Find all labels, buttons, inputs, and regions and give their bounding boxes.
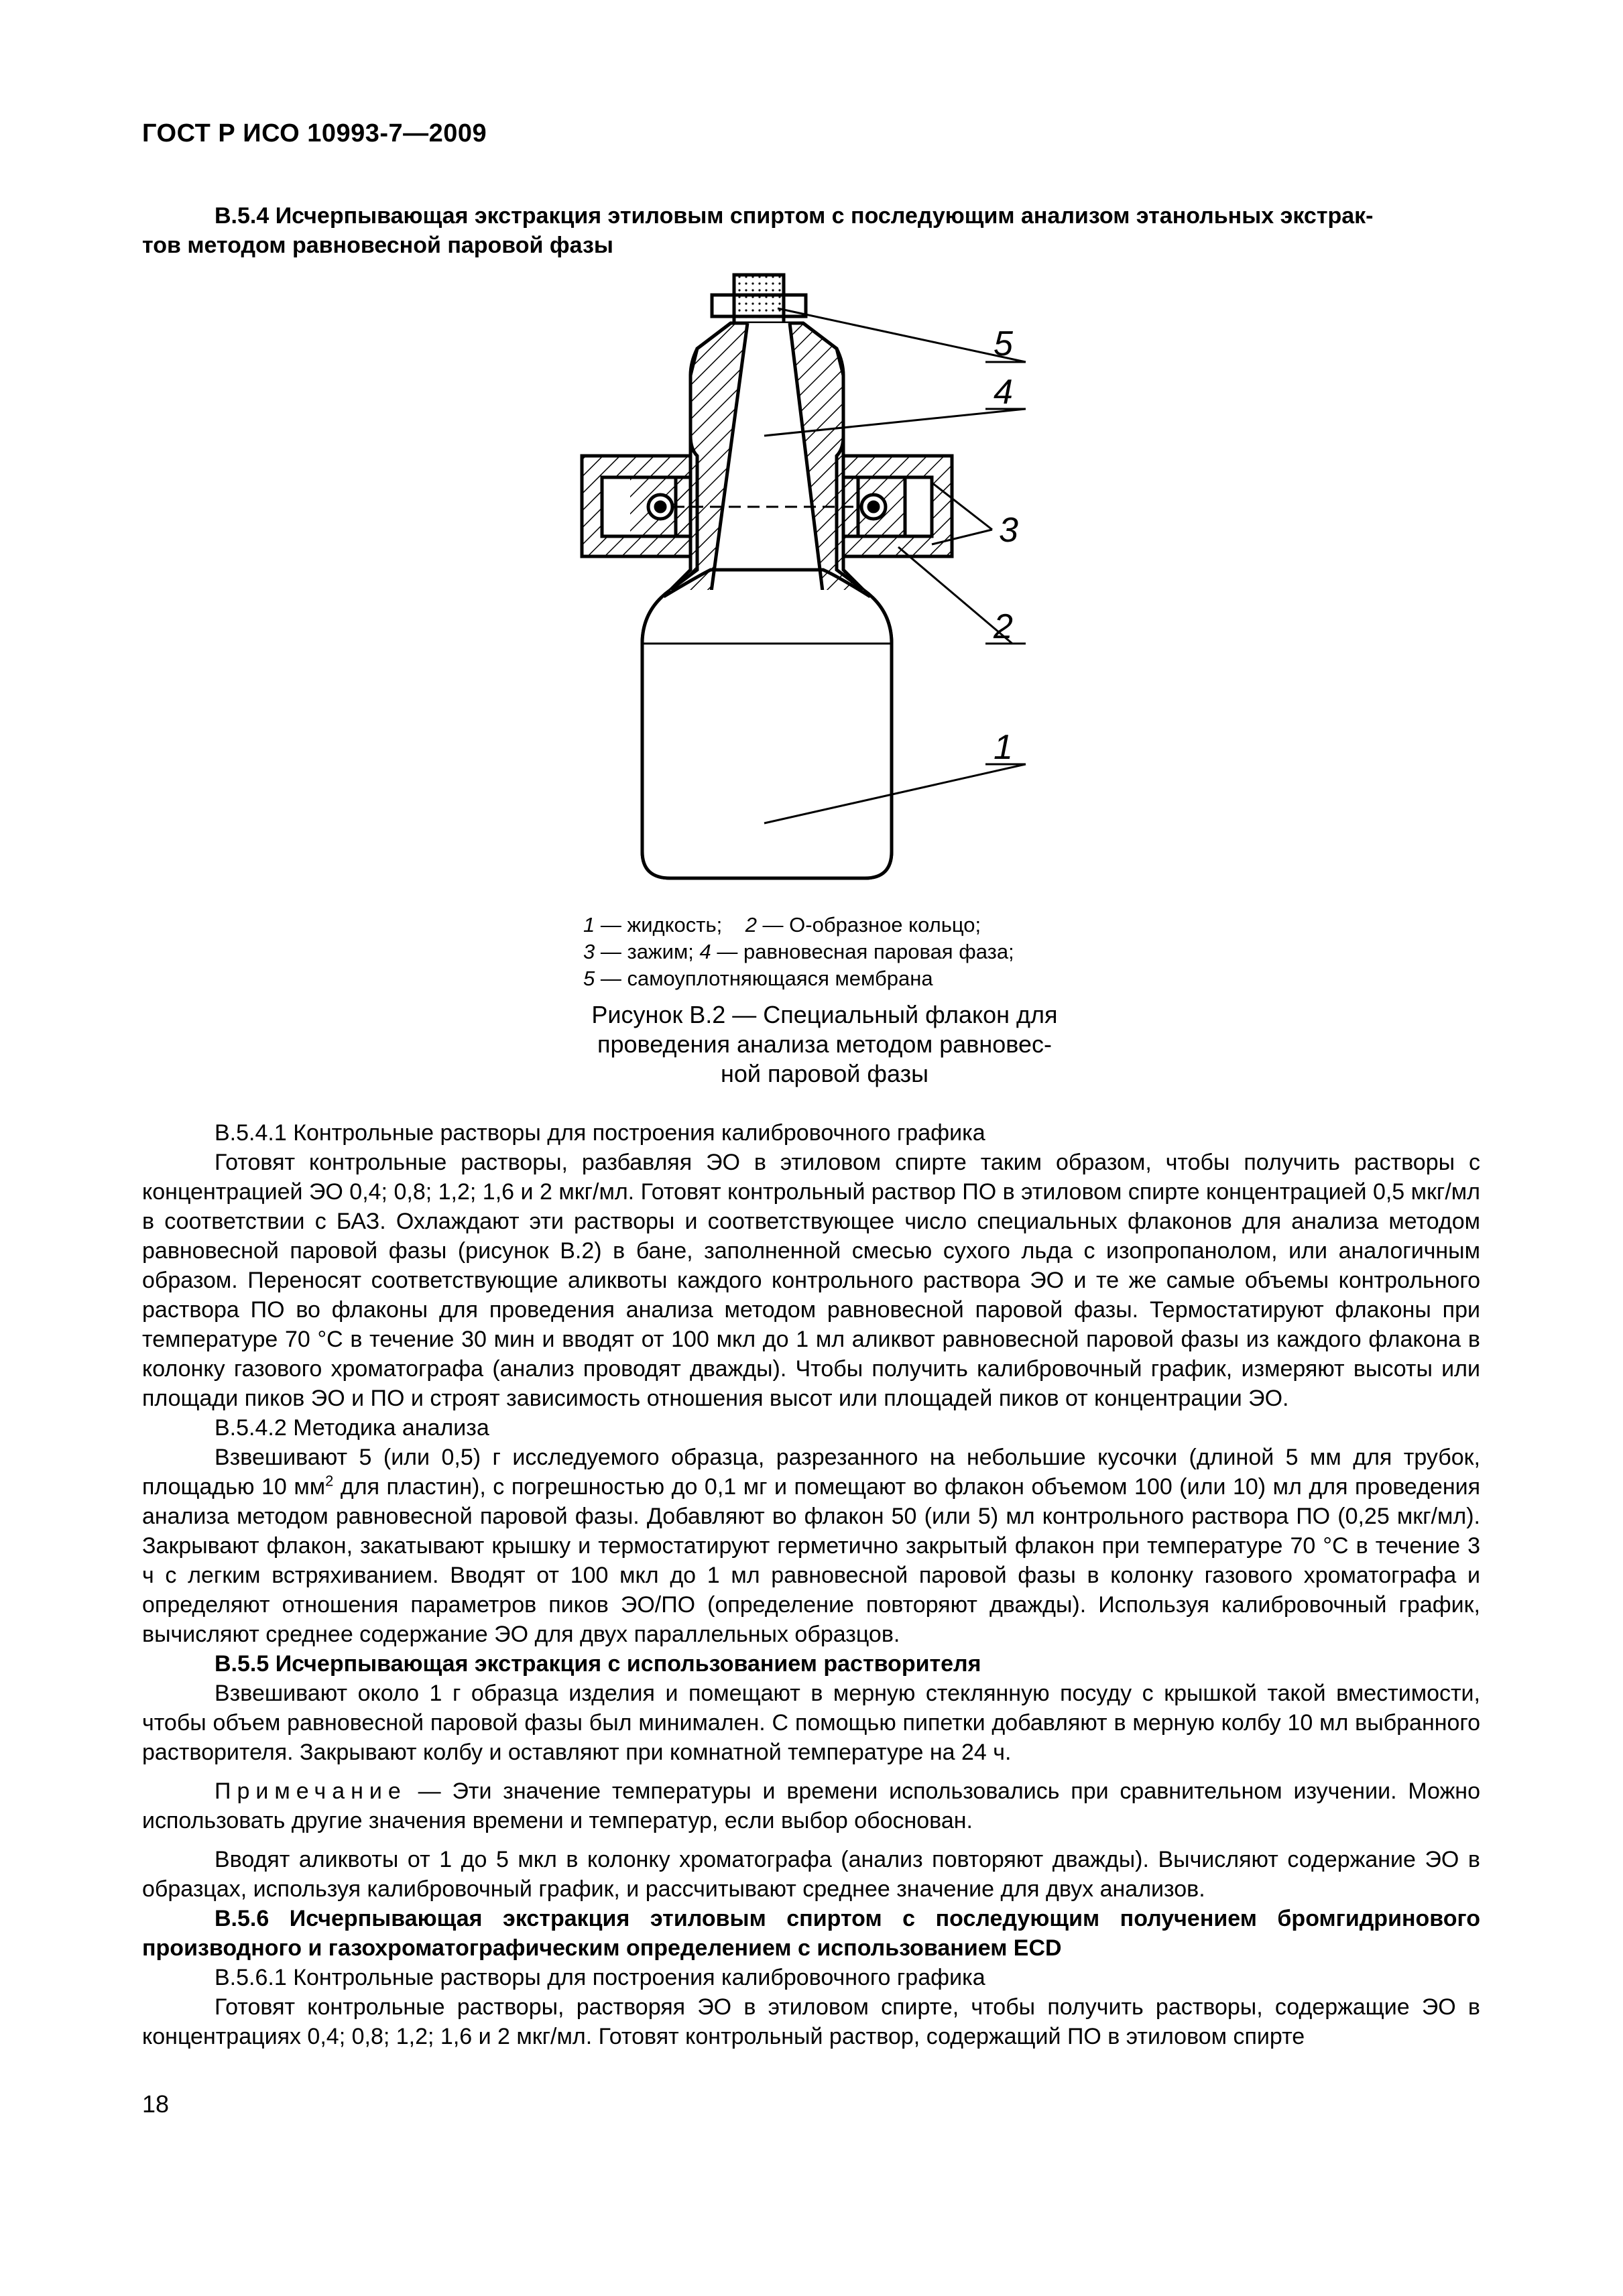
legend-num-5: 5: [583, 967, 595, 990]
b542-paragraph: [142, 1443, 1480, 1649]
legend-num-2: 2: [745, 913, 757, 936]
vial-body: [642, 590, 892, 878]
figure-caption: [577, 1000, 1073, 1089]
callout-1: 1: [994, 728, 1013, 767]
septum-membrane: [734, 275, 784, 323]
note-text: — Эти значение температуры и времени использовались при сравнительном изучении. Можно использовать другие значения времени и температур, если выбор обоснован.: [142, 1778, 1480, 1833]
caption-line-2: проведения анализа методом равновес-: [597, 1030, 1053, 1058]
legend-num-3: 3: [583, 940, 595, 963]
b542-superscript: 2: [325, 1472, 334, 1490]
o-ring-left-core: [656, 502, 665, 511]
b542-text-a: Взвешивают 5 (или 0,5) г исследуемого образца, разрезанного на небольшие кусочки (длиной 5 мм для трубок, площадью 10 мм: [142, 1445, 1480, 1500]
section-b54-title-line1: В.5.4 Исчерпывающая экстракция этиловым спиртом с последующим анализом этанольных экстрак-: [215, 203, 1374, 229]
b541-heading: В.5.4.1 Контрольные растворы для построения калибровочного графика: [215, 1120, 985, 1146]
callout-2: 2: [994, 607, 1013, 646]
note: [142, 1776, 1480, 1835]
callout-3: 3: [999, 511, 1018, 550]
b561-paragraph: Готовят контрольные растворы, растворяя ЭО в этиловом спирте, чтобы получить растворы, содержащие ЭО в концентрациях 0,4; 0,8; 1,2; 1,6 и 2 мкг/мл. Готовят контрольный раствор, содержащий ПО в этиловом спирте: [142, 1994, 1480, 2049]
caption-line-3: ной паровой фазы: [720, 1060, 929, 1087]
b55-title: В.5.5 Исчерпывающая экстракция с использованием растворителя: [215, 1651, 981, 1677]
o-ring-right-core: [869, 502, 878, 511]
b56-title: В.5.6 Исчерпывающая экстракция этиловым спиртом с последующим получением бромгидринового производного и газохроматографическим определением с использованием ECD: [142, 1906, 1480, 1961]
note-label: Примечание: [215, 1778, 407, 1804]
p3-paragraph: Вводят аликвоты от 1 до 5 мкл в колонку хроматографа (анализ повторяют дважды). Вычисляют содержание ЭО в образцах, используя калибровочный график, и рассчитывают среднее значение для двух анализов.: [142, 1847, 1480, 1902]
vial-drawing: [582, 275, 1026, 878]
legend-line-3: [583, 965, 1066, 992]
body-text: [142, 1118, 1480, 2051]
b561-heading: В.5.6.1 Контрольные растворы для построения калибровочного графика: [215, 1965, 985, 1990]
legend-text-2: — О-образное кольцо;: [756, 913, 981, 936]
document-header: ГОСТ Р ИСО 10993-7—2009: [142, 119, 487, 147]
b541-paragraph: Готовят контрольные растворы, разбавляя ЭО в этиловом спирте таким образом, чтобы получить растворы с концентрацией ЭО 0,4; 0,8; 1,2; 1,6 и 2 мкг/мл. Готовят контрольный раствор ПО в этиловом спирте концентрацией 0,5 мкг/мл в соответствии с БАЗ. Охлаждают эти растворы и соответствующее число специальных флаконов для анализа методом равновесной паровой фазы (рисунок В.2) в бане, заполненной смесью сухого льда с изопропанолом, или аналогичным образом. Переносят соответствующие аликвоты каждого контрольного раствора ЭО и те же самые объемы контрольного раствора ПО во флаконы для проведения анализа методом равновесной паровой фазы. Термостатируют флаконы при температуре 70 °С в течение 30 мин и вводят от 100 мкл до 1 мл аликвот равновесной паровой фазы из каждого флакона в колонку газового хроматографа (анализ проводят дважды). Чтобы получить калибровочный график, измеряют высоты или площади пиков ЭО и ПО и строят зависимость отношения высот или площадей пиков от концентрации ЭО.: [142, 1150, 1480, 1411]
b55-paragraph: Взвешивают около 1 г образца изделия и помещают в мерную стеклянную посуду с крышкой такой вместимости, чтобы объем равновесной паровой фазы был минимален. С помощью пипетки добавляют в мерную колбу 10 мл выбранного растворителя. Закрывают колбу и оставляют при комнатной температуре на 24 ч.: [142, 1681, 1480, 1765]
caption-line-1: Рисунок В.2 — Специальный флакон для: [591, 1001, 1058, 1028]
b542-heading: В.5.4.2 Методика анализа: [215, 1415, 489, 1441]
legend-num-1: 1: [583, 913, 595, 936]
legend-text-1: — жидкость;: [595, 913, 723, 936]
b542-text-b: для пластин), с погрешностью до 0,1 мг и помещают во флакон объемом 100 (или 10) мл для проведения анализа методом равновесной паровой фазы. Добавляют во флакон 50 (или 5) мл контрольного раствора ПО (0,25 мкг/мл). Закрывают флакон, закатывают крышку и термостатируют герметично закрытый флакон при температуре 70 °С в течение 3 ч с легким встряхиванием. Вводят от 100 мкл до 1 мл равновесной паровой фазы в колонку газового хроматографа и определяют отношения параметров пиков ЭО/ПО (определение повторяют дважды). Используя калибровочный график, вычисляют среднее содержание ЭО для двух параллельных образцов.: [142, 1474, 1481, 1647]
callout-5: 5: [994, 324, 1013, 363]
legend-text-5: — самоуплотняющаяся мембрана: [595, 967, 933, 990]
callout-4: 4: [994, 373, 1013, 412]
figure-legend: [583, 912, 1066, 992]
legend-line-1: [583, 912, 1066, 939]
legend-text-3: — зажим;: [595, 940, 700, 963]
page-number: 18: [142, 2090, 170, 2118]
legend-line-2: [583, 939, 1066, 965]
section-b54-title-line2: тов методом равновесной паровой фазы: [142, 233, 613, 258]
legend-text-4: — равновесная паровая фаза;: [711, 940, 1014, 963]
legend-num-4: 4: [699, 940, 711, 963]
